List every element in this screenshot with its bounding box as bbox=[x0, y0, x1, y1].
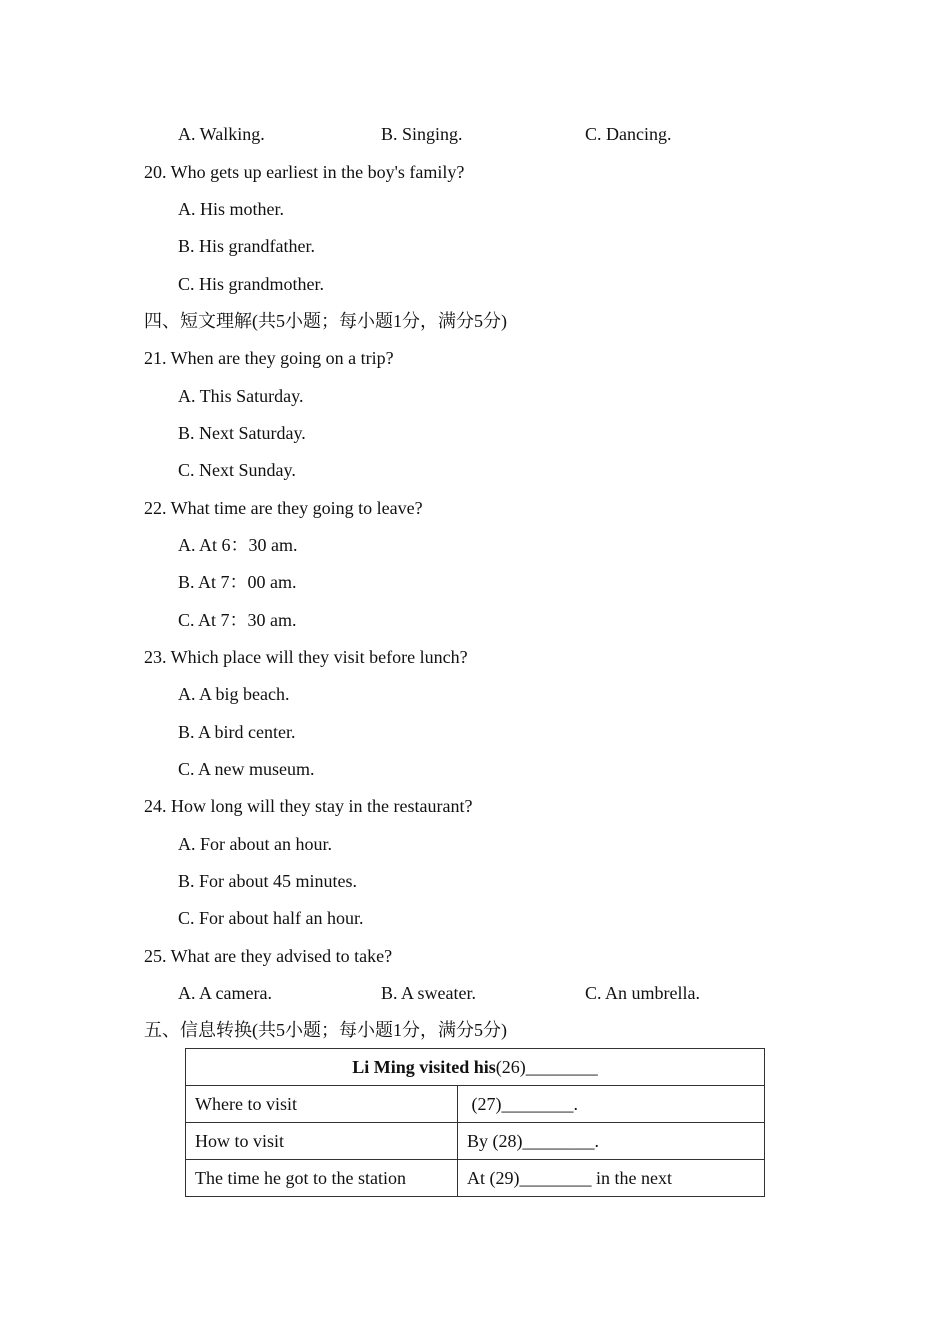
table-row bbox=[186, 1086, 765, 1123]
q23-option-b: B. A bird center. bbox=[178, 722, 296, 742]
q19-option-a: A. Walking. bbox=[178, 124, 265, 144]
table-row bbox=[186, 1160, 765, 1197]
q19-option-b: B. Singing. bbox=[381, 124, 463, 144]
table-title bbox=[186, 1049, 765, 1086]
q21-option-a: A. This Saturday. bbox=[178, 386, 304, 406]
blank-28: By (28)________. bbox=[458, 1123, 765, 1160]
table-row bbox=[186, 1123, 765, 1160]
question-23: 23. Which place will they visit before lunch? bbox=[144, 647, 468, 667]
q23-option-c: C. A new museum. bbox=[178, 759, 315, 779]
q22-option-a: A. At 6：30 am. bbox=[178, 535, 298, 555]
section-5-heading: 五、信息转换(共5小题；每小题1分，满分5分) bbox=[144, 1020, 507, 1040]
row-label: Where to visit bbox=[186, 1086, 458, 1123]
q24-option-b: B. For about 45 minutes. bbox=[178, 871, 357, 891]
q25-option-b: B. A sweater. bbox=[381, 983, 476, 1003]
q22-option-c: C. At 7：30 am. bbox=[178, 610, 297, 630]
question-21: 21. When are they going on a trip? bbox=[144, 348, 394, 368]
row-label: How to visit bbox=[186, 1123, 458, 1160]
q20-option-b: B. His grandfather. bbox=[178, 236, 315, 256]
q21-option-c: C. Next Sunday. bbox=[178, 460, 296, 480]
q19-option-c: C. Dancing. bbox=[585, 124, 672, 144]
section-4-heading: 四、短文理解(共5小题；每小题1分，满分5分) bbox=[144, 311, 507, 331]
table-header-row bbox=[186, 1049, 765, 1086]
q22-option-b: B. At 7：00 am. bbox=[178, 572, 297, 592]
q21-option-b: B. Next Saturday. bbox=[178, 423, 306, 443]
q25-option-c: C. An umbrella. bbox=[585, 983, 700, 1003]
question-22: 22. What time are they going to leave? bbox=[144, 498, 423, 518]
blank-27: (27)________. bbox=[458, 1086, 765, 1123]
info-transfer-table bbox=[185, 1048, 765, 1197]
blank-26: (26)________ bbox=[495, 1056, 598, 1077]
question-20: 20. Who gets up earliest in the boy's family? bbox=[144, 162, 465, 182]
q20-option-c: C. His grandmother. bbox=[178, 274, 324, 294]
question-25: 25. What are they advised to take? bbox=[144, 946, 393, 966]
blank-29: At (29)________ in the next bbox=[458, 1160, 765, 1197]
q20-option-a: A. His mother. bbox=[178, 199, 284, 219]
question-24: 24. How long will they stay in the restaurant? bbox=[144, 796, 473, 816]
table-title-text: Li Ming visited his bbox=[352, 1056, 496, 1077]
q23-option-a: A. A big beach. bbox=[178, 684, 290, 704]
q24-option-a: A. For about an hour. bbox=[178, 834, 332, 854]
q24-option-c: C. For about half an hour. bbox=[178, 908, 364, 928]
row-label: The time he got to the station bbox=[186, 1160, 458, 1197]
q25-option-a: A. A camera. bbox=[178, 983, 272, 1003]
